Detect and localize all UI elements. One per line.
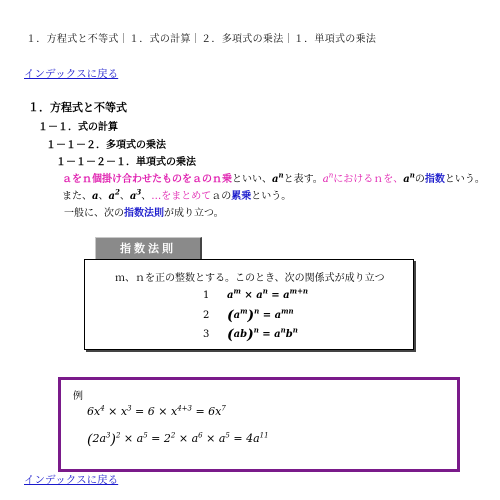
breadcrumb: １．方程式と不等式｜１．式の計算｜２．多項式の乗法｜１．単項式の乗法 xyxy=(26,34,377,45)
rule-intro: ｍ、ｎを正の整数とする。このとき、次の関係式が成り立つ xyxy=(115,273,385,284)
nth-power-term: ａをｎ個掛け合わせたものをａのｎ乗 xyxy=(62,174,232,185)
section-heading: １．方程式と不等式 xyxy=(28,101,127,114)
law-3: 3 $(ab)^n = a^nb^n$ xyxy=(203,326,298,344)
subsection-heading: １－１．式の計算 xyxy=(38,122,118,133)
math-powers: a xyxy=(92,191,99,202)
back-to-index-link[interactable]: インデックスに戻る xyxy=(24,68,119,80)
math-a-n: $a^n$ xyxy=(403,170,415,185)
example-label: 例 xyxy=(73,391,83,402)
example-box xyxy=(58,377,460,472)
back-to-index-link[interactable]: インデックスに戻る xyxy=(24,474,119,486)
subsubsection-heading: １－１－２．多項式の乗法 xyxy=(46,140,166,151)
law-1: 1 $a^m \times a^n = a^{m+n}$ xyxy=(203,287,309,302)
exponent-law-box xyxy=(84,259,414,350)
exponent-law-tab: 指数法則 xyxy=(95,237,202,260)
example-2: $(2a^3)^2 \times a^5 = 2^2 \times a^6 \times a^5 = 4a^{11}$ xyxy=(87,431,269,448)
law-2: 2 $(a^m)^n = a^{mn}$ xyxy=(203,307,294,325)
law-intro-paragraph: 一般に、次の指数法則が成り立つ。 xyxy=(64,208,224,219)
example-1: $6x^4 \times x^3 = 6 \times x^{4+3} = 6x^7$ xyxy=(87,404,226,418)
math-a-n: $a^n$ xyxy=(272,170,284,185)
power-paragraph: また、a、$a^2$、$a^3$、…をまとめてａの累乗という。 xyxy=(62,187,292,202)
exponent-law-term: 指数法則 xyxy=(124,208,164,219)
math-a-n: $a^n$ xyxy=(322,171,334,185)
definition-paragraph: ａをｎ個掛け合わせたものをａのｎ乗といい、$a^n$と表す。$a^n$におけるｎを、$a^n$の指数という。 xyxy=(62,170,485,185)
topic-heading: １－１－２－１．単項式の乗法 xyxy=(56,157,196,168)
power-term: 累乗 xyxy=(231,191,252,202)
exponent-term: 指数 xyxy=(424,174,445,185)
